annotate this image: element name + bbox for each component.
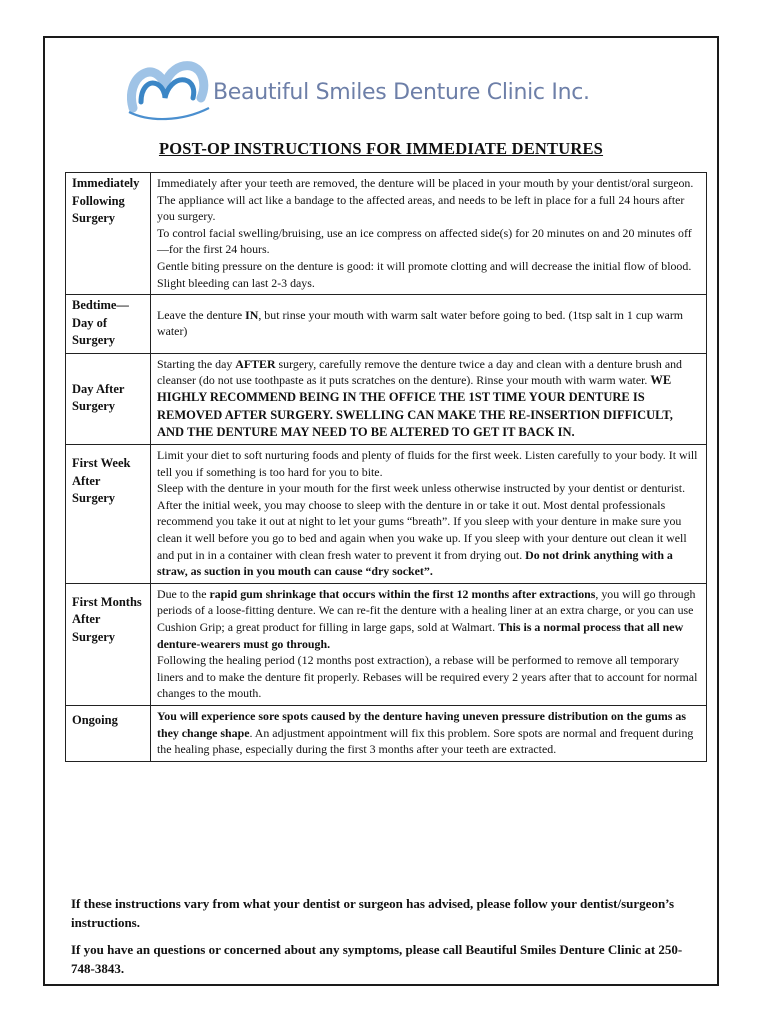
table-row xyxy=(66,353,707,444)
table-row xyxy=(66,173,707,295)
emphasis-text: AFTER xyxy=(235,356,276,371)
row-content-immediately xyxy=(151,173,707,295)
row-label-first-week: First Week After Surgery xyxy=(66,445,151,584)
smile-logo-icon xyxy=(127,58,211,124)
first-week-paragraph: Sleep with the denture in your mouth for the first week unless otherwise instructed by your dentist or denturist. xyxy=(157,481,686,496)
warning-text: WE HIGHLY RECOMMEND BEING IN THE OFFICE THE 1ST TIME YOUR DENTURE IS REMOVED AFTER SURGERY. SWELLING CAN MAKE THE RE-INSERTION DIFFICULT, AND THE DENTURE MAY NEED TO BE ALTERED TO GET IT BACK IN. xyxy=(157,373,673,439)
text-segment: Starting the day xyxy=(157,356,236,371)
text-segment: surgery, carefully remove the denture twice a day and clean with a denture brush and cleanser (do not use toothpaste as it puts scratches on the denture). Rinse your mouth with warm water. xyxy=(157,356,683,388)
first-months-paragraph: Following the healing period (12 months post extraction), a rebase will be performed to remove all temporary liners and to make the denture fit properly. Rebases will be required every 2 years after that to account for normal changes to the mouth. xyxy=(157,653,698,701)
table-row xyxy=(66,705,707,761)
footer-note-contact xyxy=(71,940,697,978)
emphasis-text: IN xyxy=(245,307,259,322)
immediate-paragraph: Gentle biting pressure on the denture is good: it will promote clotting and will decrease the initial flow of blood. Slight bleeding can last 2-3 days. xyxy=(157,258,692,290)
row-label-ongoing: Ongoing xyxy=(66,705,151,761)
immediate-paragraph: To control facial swelling/bruising, use an ice compress on affected side(s) for 20 minutes on and 20 minutes off—for the first 24 hours. xyxy=(157,225,692,257)
document-frame xyxy=(43,36,719,986)
row-content-bedtime xyxy=(151,295,707,354)
document-title: POST-OP INSTRUCTIONS FOR IMMEDIATE DENTURES xyxy=(158,139,604,158)
first-week-paragraph: Limit your diet to soft nurturing foods and plenty of fluids for the first week. Listen carefully to your body. It will tell you if something is too hard for you to bite. xyxy=(157,448,698,479)
footer-text: If you have an questions or concerned about any symptoms, please call Beautiful Smiles Denture Clinic at 250-748-3843. xyxy=(71,942,683,976)
table-row xyxy=(66,445,707,584)
clinic-logo xyxy=(127,58,597,128)
emphasis-text: This is a normal process that all new denture-wearers must go through. xyxy=(157,620,684,651)
table-row xyxy=(66,295,707,354)
clinic-name: Beautiful Smiles Denture Clinic Inc. xyxy=(213,80,590,105)
row-content-ongoing xyxy=(151,705,707,761)
immediate-paragraph: Immediately after your teeth are removed, the denture will be placed in your mouth by your dentist/oral surgeon. The appliance will act like a bandage to the affected areas, and needs to be left in place for a full 24 hours after you surgery. xyxy=(157,176,694,224)
row-label-first-months: First Months After Surgery xyxy=(66,583,151,705)
table-row xyxy=(66,583,707,705)
emphasis-text: rapid gum shrinkage that occurs within the first 12 months after extractions xyxy=(209,586,596,601)
text-segment: . An adjustment appointment will fix this problem. Sore spots are normal and frequent during the healing phase, especially during the first 3 months after your teeth are extracted. xyxy=(157,725,694,757)
text-segment: Due to the xyxy=(157,586,210,601)
text-segment: , but rinse your mouth with warm salt water before going to bed. (1tsp salt in 1 cup warm water) xyxy=(157,307,684,339)
row-content-day-after xyxy=(151,353,707,444)
footer-text: If these instructions vary from what your dentist or surgeon has advised, please follow your dentist/surgeon’s instructions. xyxy=(71,896,675,930)
row-content-first-months xyxy=(151,583,707,705)
row-content-first-week xyxy=(151,445,707,584)
text-segment: , you will go through periods of a loose-fitting denture. We can re-fit the denture with a healing liner at an extra charge, or you can use Cushion Grip; a great product for filling in large gaps, sold at Walmart. xyxy=(157,586,696,634)
instructions-table xyxy=(65,172,707,762)
text-segment: After the initial week, you may choose to sleep with the denture in or take it out. Most dental professionals recommend you take it out at night to let your gums “breath”. If you sleep with your denture in make sure you clean it well before you go to bed and again when you wake up. If you sleep with your denture out clean it well and put in in a container with clean fresh water to prevent it from drying out. xyxy=(157,497,687,562)
footer-note-instructions xyxy=(71,894,697,932)
emphasis-text: You will experience sore spots caused by the denture having uneven pressure distribution on the gums as they change shape xyxy=(157,708,686,740)
warning-text: Do not drink anything with a straw, as suction in you mouth can cause “dry socket”. xyxy=(157,547,673,579)
text-segment: Leave the denture xyxy=(157,307,246,322)
row-label-immediately: Immediately Following Surgery xyxy=(66,173,151,295)
row-label-day-after: Day After Surgery xyxy=(66,353,151,444)
row-label-bedtime: Bedtime— Day of Surgery xyxy=(66,295,151,354)
